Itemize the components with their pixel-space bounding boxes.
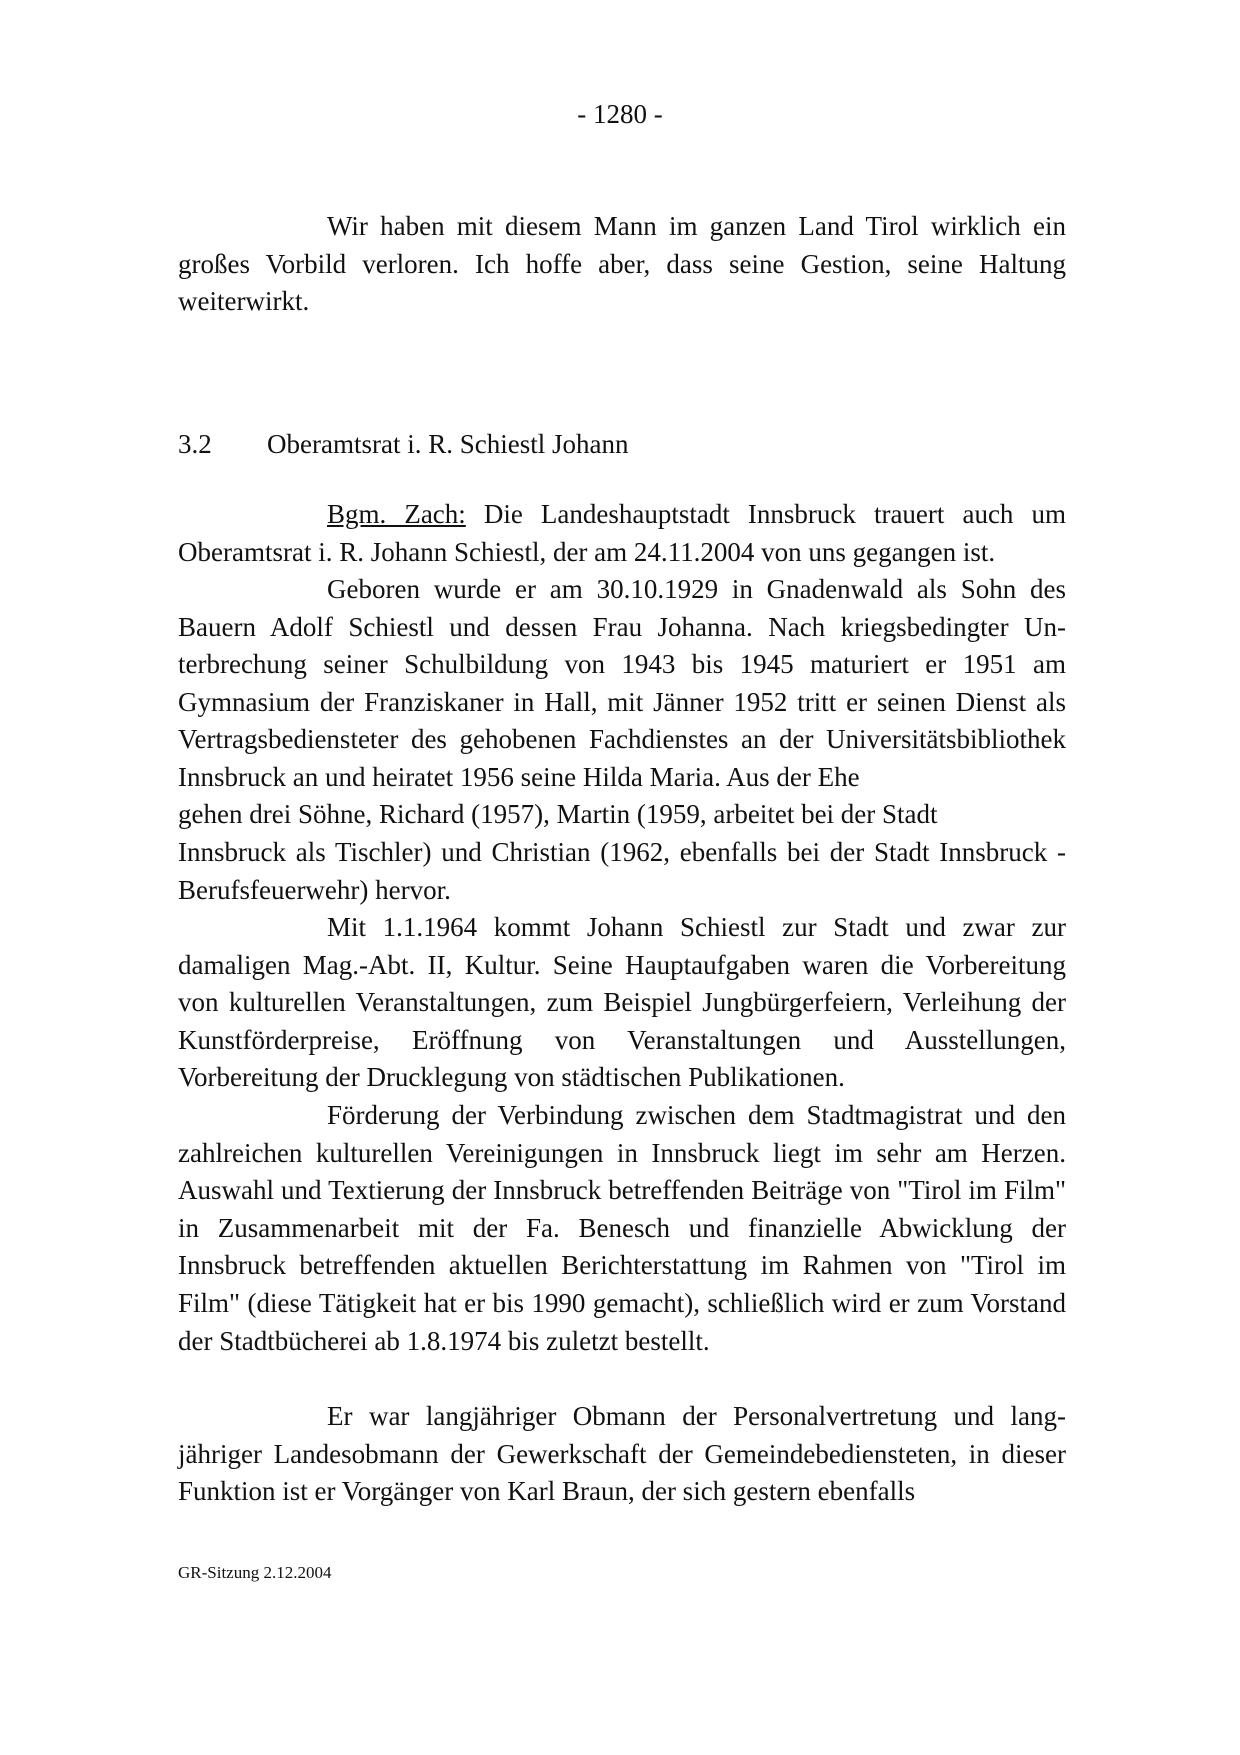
intro-paragraph: Wir haben mit diesem Mann im ganzen Land Tirol wirklich ein großes Vorbild verloren. Ich hoffe aber, dass seine Gestion, seine Haltung weiterwirkt. <box>178 211 1066 317</box>
speech-paragraph-3: Mit 1.1.1964 kommt Johann Schiestl zur Stadt und zwar zur damaligen Mag.-Abt. II, Kultur. Seine Hauptaufgaben waren die Vorbereitung von kulturellen Veranstaltungen, zum Beispiel Jungbürgerfeiern, Verleihung der Kunstförderpreise, Eröffnung von Veranstaltungen und Ausstellungen, Vorbereitung der Drucklegung von städtischen Publikationen. <box>178 912 1066 1093</box>
speaker-name: Bgm. Zach: <box>327 499 466 529</box>
speech-paragraph-4: Förderung der Verbindung zwischen dem Stadtmagistrat und den zahlreichen kulturellen Vereinigungen in Innsbruck liegt im sehr am Herzen. Auswahl und Textierung der Innsbruck betreffenden Beiträge von "Tirol im Film" in Zusammenarbeit mit der Fa. Benesch und finanzielle Abwicklung der Innsbruck betreffenden aktuellen Berichterstattung im Rahmen von "Tirol im Film" (diese Tätigkeit hat er bis 1990 gemacht), schließlich wird er zum Vorstand der Stadtbücherei ab 1.8.1974 bis zuletzt bestellt. <box>178 1100 1066 1356</box>
footer-session-date: GR-Sitzung 2.12.2004 <box>178 1563 332 1582</box>
speech-paragraph-1 <box>178 496 1066 571</box>
speech-text-1: Die Landeshauptstadt Innsbruck trauert auch um Oberamtsrat i. R. Johann Schiestl, der am 24.11.2004 von uns gegangen ist. <box>178 499 1066 567</box>
section-title: Oberamtsrat i. R. Schiestl Johann <box>267 429 629 459</box>
speech-paragraph-2c: Innsbruck als Tischler) und Christian (1962, ebenfalls bei der Stadt Innsbruck - Berufsfeuerwehr) hervor. <box>178 837 1066 905</box>
section-number: 3.2 <box>178 429 212 459</box>
speech-paragraph-5: Er war langjähriger Obmann der Personalvertretung und langjähriger Landesobmann der Gewerkschaft der Gemeindebediensteten, in dieser Funktion ist er Vorgänger von Karl Braun, der sich gestern ebenfalls <box>178 1401 1066 1507</box>
speech-paragraph-2a: Geboren wurde er am 30.10.1929 in Gnadenwald als Sohn des Bauern Adolf Schiestl und dessen Frau Johanna. Nach kriegsbedingter Unterbrechung seiner Schulbildung von 1943 bis 1945 maturiert er 1951 am Gymnasium der Franziskaner in Hall, mit Jänner 1952 tritt er seinen Dienst als Vertragsbediensteter des gehobenen Fachdienstes an der Universitätsbibliothek Innsbruck an und heiratet 1956 seine Hilda Maria. Aus der Ehe <box>178 574 1066 792</box>
page-number: - 1280 - <box>577 99 663 129</box>
section-heading <box>178 426 628 464</box>
speech-paragraph-2b: gehen drei Söhne, Richard (1957), Martin (1959, arbeitet bei der Stadt <box>178 799 938 829</box>
